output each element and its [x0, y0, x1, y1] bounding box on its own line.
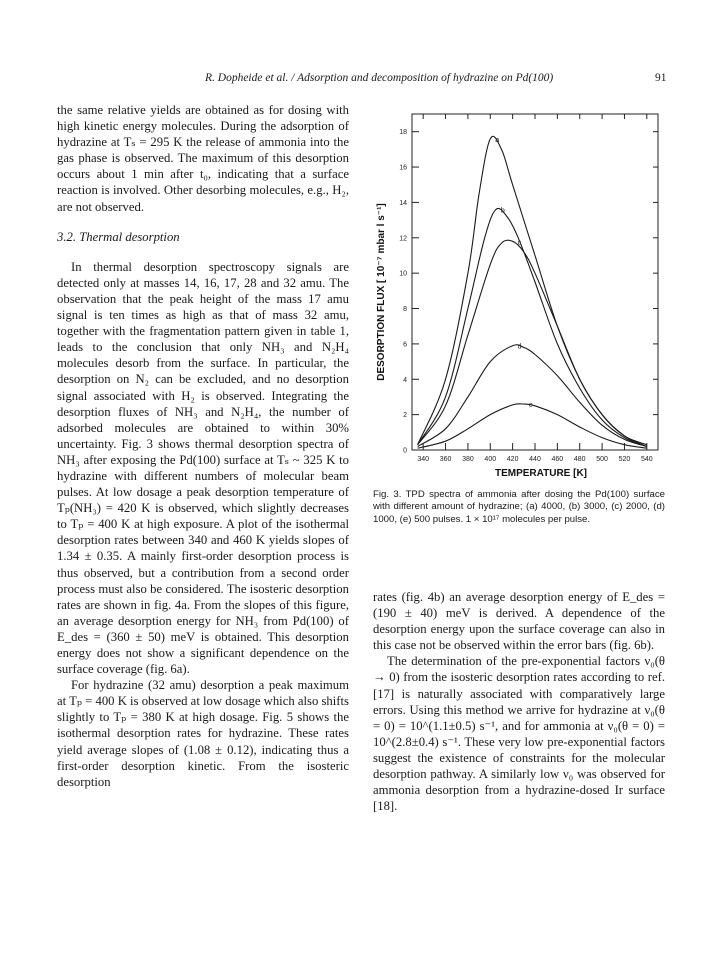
right-column: [373, 589, 665, 814]
x-tick-label: 400: [484, 456, 497, 463]
figure-3: [366, 100, 666, 485]
y-tick-label: 8: [403, 306, 407, 314]
y-axis-label: DESORPTION FLUX [ 10⁻⁷ mbar l s⁻¹]: [376, 203, 387, 381]
series-label-e: e: [528, 402, 533, 410]
y-tick-label: 12: [399, 235, 407, 243]
figure-caption: [373, 489, 665, 526]
paragraph: the same relative yields are obtained as for dosing with high kinetic energy molecules. During the adsorption of hydrazine at Tₛ = 295 K the release of ammonia into the gas phase is observed. The maximum of this desorption occurs about 1 min after t₀, indicating that a surface reaction is involved. Other desorbing molecules, e.g., H₂, are not observed.: [57, 103, 349, 214]
series-label-a: a: [495, 136, 500, 144]
left-column: [57, 102, 349, 790]
y-tick-label: 2: [403, 412, 407, 420]
tpd-chart: [366, 100, 666, 485]
page-number: 91: [655, 72, 667, 84]
x-tick-label: 420: [506, 456, 519, 463]
paragraph: The determination of the pre-exponential factors ν₀(θ → 0) from the isosteric desorption rates according to ref. [17] is naturally associated with comparatively large errors. Using this method we arrive for hydrazine at ν₀(θ = 0) = 10^(1.1±0.5) s⁻¹, and for ammonia at ν₀(θ = 0) = 10^(2.8±0.4) s⁻¹. These very low pre-exponential factors suggest the existence of constraints for the molecular desorption pathway. A similarly low ν₀ was observed for ammonia desorption from a hydrazine-dosed Ir surface [18].: [373, 654, 665, 814]
series-label-b: b: [500, 207, 505, 215]
section-heading: 3.2. Thermal desorption: [57, 229, 180, 244]
series-label-c: c: [517, 239, 522, 247]
x-tick-label: 500: [596, 456, 608, 463]
x-tick-label: 440: [529, 456, 541, 463]
series-line-a: [418, 136, 647, 444]
y-tick-label: 14: [399, 199, 407, 207]
caption-text: TPD spectra of ammonia after dosing the Pd(100) surface with different amount of hydrazine; (a) 4000, (b) 3000, (c) 2000, (d) 1000, (e) 500 pulses. 1 × 10¹⁷ molecules per pulse.: [373, 489, 665, 525]
x-tick-label: 340: [417, 456, 430, 463]
x-tick-label: 480: [573, 456, 586, 463]
x-tick-label: 460: [551, 456, 564, 463]
caption-label: Fig. 3.: [373, 489, 402, 500]
running-title: R. Dopheide et al. / Adsorption and decomposition of hydrazine on Pd(100): [205, 72, 554, 84]
running-header: [0, 72, 720, 90]
x-tick-label: 540: [640, 456, 653, 463]
series-line-c: [418, 240, 647, 446]
y-tick-label: 6: [403, 341, 407, 349]
series-line-b: [418, 208, 647, 446]
series-line-d: [418, 345, 647, 447]
y-tick-label: 4: [403, 376, 407, 384]
y-tick-label: 18: [399, 129, 407, 137]
paragraph: In thermal desorption spectroscopy signals are detected only at masses 14, 16, 17, 28 and 32 amu. The observation that the peak height of the mass 17 amu signal is ten times as high as that of mass 32 amu, together with the fragmentation pattern given in table 1, leads to the conclusion that only NH₃ and N₂H₄ molecules desorb from the surface. In particular, the desorption on N₂ can be excluded, and no desorption signal associated with H₂ is observed. Integrating the desorption fluxes of NH₃ and N₂H₄, the number of adsorbed molecules are obtained to within 30% uncertainty. Fig. 3 shows thermal desorption spectra of NH₃ after exposing the Pd(100) surface at Tₛ ~ 325 K to hydrazine with different numbers of molecular beam pulses. At low dosage a peak desorption temperature of Tₚ(NH₃) = 420 K is observed, which slightly decreases to Tₚ = 400 K at high exposure. A plot of the isothermal desorption rates between 340 and 460 K yields slopes of 1.34 ± 0.35. A mainly first-order desorption process is thus observed, but a contribution from a second order process must also be considered. The isosteric desorption rates are shown in fig. 4a. From the slopes of this figure, an average desorption energy for NH₃ from Pd(100) of E_des = (360 ± 50) meV is obtained. This desorption energy does not show a significant dependence on the surface coverage (fig. 6a).: [57, 259, 349, 677]
x-tick-label: 360: [439, 456, 452, 463]
y-tick-label: 0: [403, 447, 407, 455]
x-tick-label: 520: [618, 456, 631, 463]
series-label-d: d: [517, 343, 522, 351]
paragraph: rates (fig. 4b) an average desorption energy of E_des = (190 ± 40) meV is derived. A dependence of the desorption energy upon the surface coverage can also in this case not be observed within the error bars (fig. 6b).: [373, 590, 665, 653]
x-axis-label: TEMPERATURE [K]: [494, 468, 588, 479]
y-tick-label: 10: [399, 270, 407, 278]
x-tick-label: 380: [462, 456, 474, 463]
paragraph: For hydrazine (32 amu) desorption a peak maximum at Tₚ = 400 K is observed at low dosage which also shifts slightly to Tₚ = 380 K at high dosage. Fig. 5 shows the isothermal desorption rates for hydrazine. These rates yield average slopes of (1.08 ± 0.12), indicating thus a first-order desorption kinetic. From the isosteric desorption: [57, 678, 349, 789]
y-tick-label: 16: [399, 164, 407, 172]
